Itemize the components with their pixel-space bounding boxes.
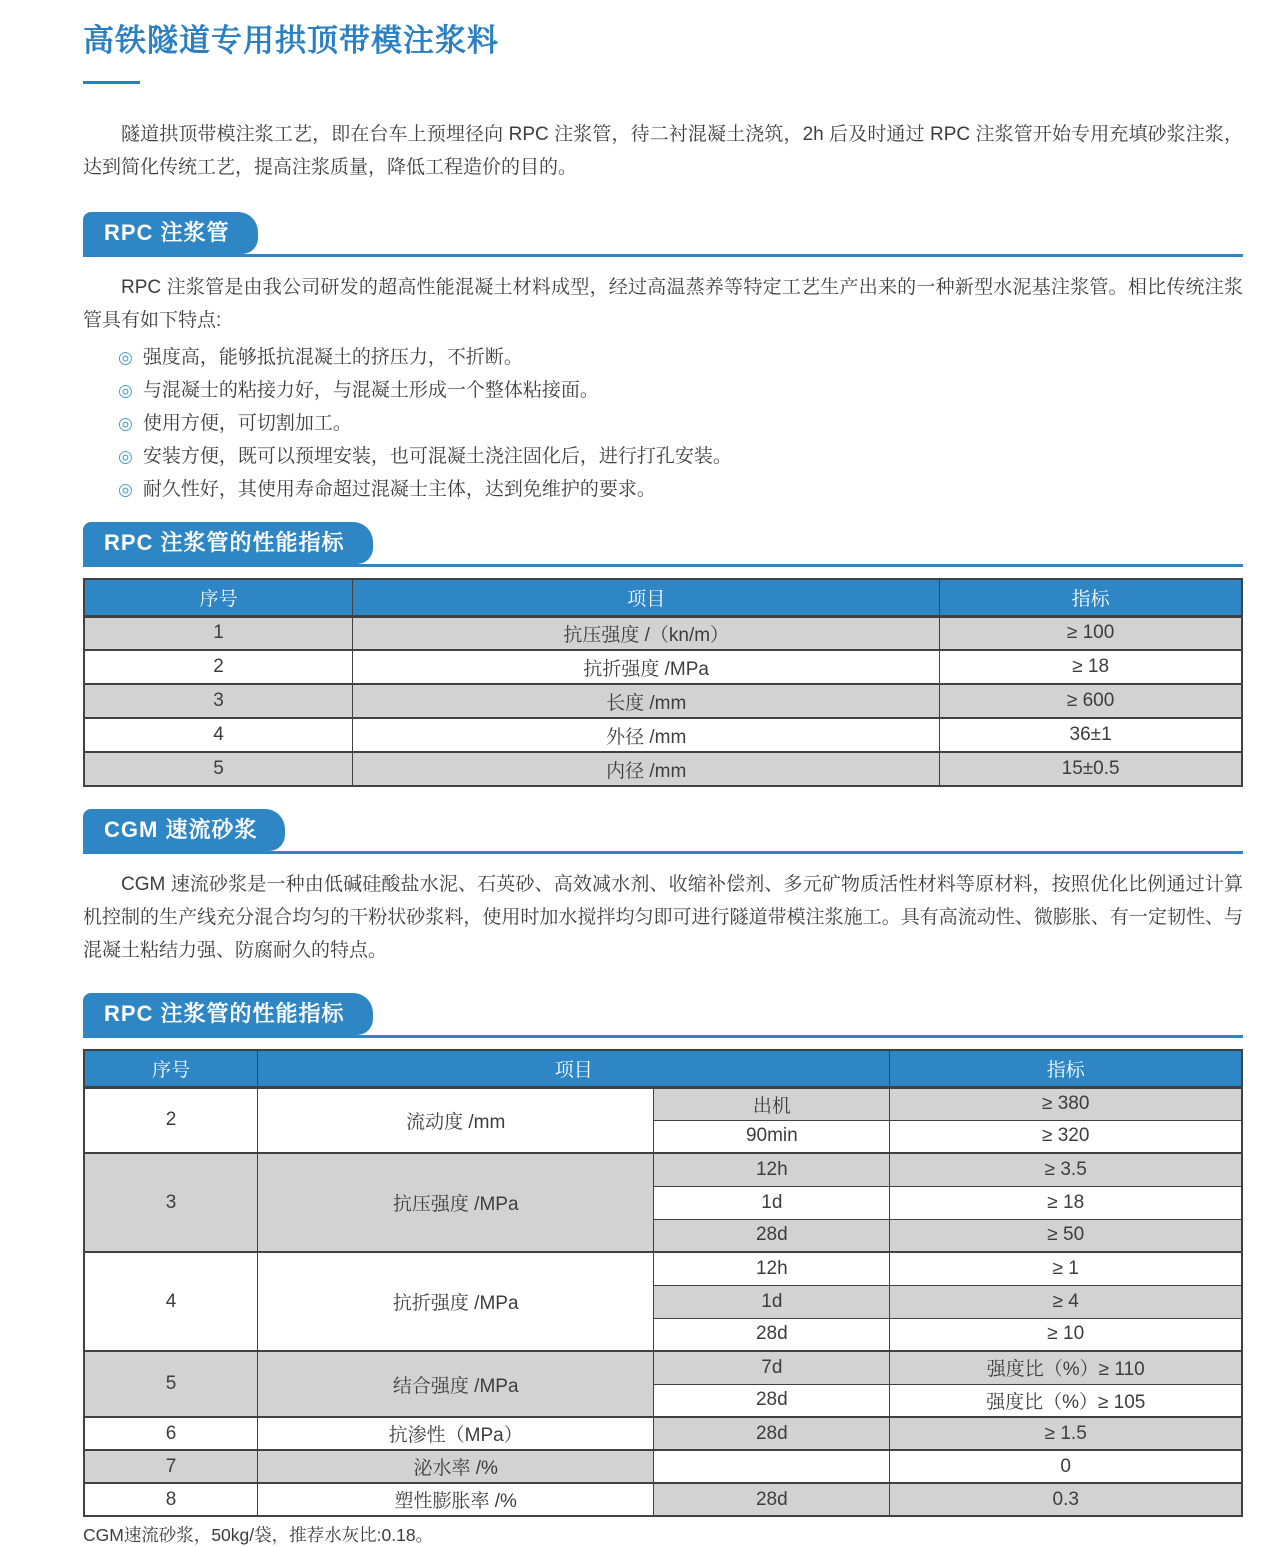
list-item-text: 耐久性好，其使用寿命超过混凝士主体，达到免维护的要求。 [142,479,656,500]
cell-item: 结合强度 /MPa [258,1351,654,1417]
column-header-item: 项目 [353,579,940,616]
list-item [83,407,1243,440]
cell-condition: 7d [654,1351,890,1384]
cell-no: 4 [84,718,353,752]
cell-item: 抗压强度 /MPa [258,1153,654,1252]
cell-item: 抗折强度 /MPa [258,1252,654,1351]
cell-value: ≥ 100 [940,616,1242,650]
section-head-rpc-performance [83,522,1243,567]
cell-item: 外径 /mm [353,718,940,752]
cell-value: ≥ 600 [940,684,1242,718]
column-header-no: 序号 [84,579,353,616]
table-row [84,1153,1242,1186]
cell-condition: 28d [654,1417,890,1450]
cell-value: 0 [890,1450,1242,1483]
rpc-description: RPC 注浆管是由我公司研发的超高性能混凝土材料成型，经过高温蒸养等特定工艺生产出来的一种新型水泥基注浆管。相比传统注浆管具有如下特点: [83,277,1243,331]
cell-condition: 12h [654,1153,890,1186]
list-item-text: 安装方便，既可以预埋安装，也可混凝土浇注固化后，进行打孔安装。 [142,446,732,467]
cell-condition: 12h [654,1252,890,1285]
table-row [84,1351,1242,1384]
cell-no: 5 [84,1351,258,1417]
table-row [84,1417,1242,1450]
list-item-text: 使用方便，可切割加工。 [142,413,352,434]
cgm-performance-table [83,1049,1243,1517]
table-row [84,1252,1242,1285]
cell-item: 长度 /mm [353,684,940,718]
list-item [83,440,1243,473]
table-header-row [84,579,1242,616]
cell-condition: 90min [654,1120,890,1153]
footer-note: CGM速流砂浆，50kg/袋，推荐水灰比:0.18。 [83,1525,434,1545]
cell-item: 泌水率 /% [258,1450,654,1483]
cgm-description: CGM 速流砂浆是一种由低碱硅酸盐水泥、石英砂、高效减水剂、收缩补偿剂、多元矿物质活性材料等原材料，按照优化比例通过计算机控制的生产线充分混合均匀的干粉状砂浆料，使用时加水搅拌均匀即可进行隧道带模注浆施工。具有高流动性、微膨胀、有一定韧性、与混凝土粘结力强、防腐耐久的特点。 [83,874,1243,961]
cell-item: 抗渗性（MPa） [258,1417,654,1450]
list-item-text: 与混凝士的粘接力好，与混凝土形成一个整体粘接面。 [142,380,599,401]
table-row [84,616,1242,650]
cell-value: ≥ 18 [890,1186,1242,1219]
double-circle-bullet-icon: ◎ [118,381,133,400]
table-row [84,1087,1242,1120]
cell-value: ≥ 320 [890,1120,1242,1153]
cell-value: ≥ 50 [890,1219,1242,1252]
table-row [84,718,1242,752]
cell-no: 2 [84,650,353,684]
intro-paragraph: 隧道拱顶带模注浆工艺，即在台车上预埋径向 RPC 注浆管，待二衬混凝土浇筑，2h 后及时通过 RPC 注浆管开始专用充填砂浆注浆，达到简化传统工艺，提高注浆质量，降低工程造价的目的。 [83,124,1243,178]
cell-no: 3 [84,1153,258,1252]
table-header-row [84,1050,1242,1087]
list-item [83,473,1243,506]
section-badge-cgm: CGM 速流砂浆 [83,809,285,851]
section-badge-rpc: RPC 注浆管 [83,212,258,254]
cell-value: 0.3 [890,1483,1242,1516]
rpc-feature-list [83,341,1243,506]
cell-condition: 28d [654,1384,890,1417]
cell-value: ≥ 1.5 [890,1417,1242,1450]
double-circle-bullet-icon: ◎ [118,480,133,499]
cell-value: 36±1 [940,718,1242,752]
section-head-cgm [83,809,1243,854]
cell-no: 4 [84,1252,258,1351]
cell-no: 8 [84,1483,258,1516]
cell-value: ≥ 18 [940,650,1242,684]
cell-value: 15±0.5 [940,752,1242,786]
double-circle-bullet-icon: ◎ [118,414,133,433]
cell-item: 流动度 /mm [258,1087,654,1153]
cell-condition: 出机 [654,1087,890,1120]
section-head-cgm-performance [83,993,1243,1038]
cell-item: 抗折强度 /MPa [353,650,940,684]
cell-condition: 28d [654,1483,890,1516]
cell-no: 2 [84,1087,258,1153]
cell-no: 6 [84,1417,258,1450]
list-item [83,374,1243,407]
cell-value: ≥ 4 [890,1285,1242,1318]
cell-no: 1 [84,616,353,650]
cell-item: 抗压强度 /（kn/m） [353,616,940,650]
cell-value: ≥ 380 [890,1087,1242,1120]
column-header-spec: 指标 [890,1050,1242,1087]
cell-value: 强度比（%）≥ 110 [890,1351,1242,1384]
table-row [84,1450,1242,1483]
section-badge-cgm-performance: RPC 注浆管的性能指标 [83,993,373,1035]
cell-no: 3 [84,684,353,718]
cell-condition: 28d [654,1318,890,1351]
cell-value: 强度比（%）≥ 105 [890,1384,1242,1417]
list-item [83,341,1243,374]
section-head-rpc [83,212,1243,257]
page-title: 高铁隧道专用拱顶带模注浆料 [83,23,499,58]
cell-no: 7 [84,1450,258,1483]
double-circle-bullet-icon: ◎ [118,348,133,367]
cell-value: ≥ 1 [890,1252,1242,1285]
section-badge-rpc-performance: RPC 注浆管的性能指标 [83,522,373,564]
rpc-performance-table [83,578,1243,787]
table-row [84,684,1242,718]
cell-condition [654,1450,890,1483]
double-circle-bullet-icon: ◎ [118,447,133,466]
cell-no: 5 [84,752,353,786]
table-row [84,752,1242,786]
cell-condition: 1d [654,1285,890,1318]
table-row [84,650,1242,684]
cell-item: 内径 /mm [353,752,940,786]
title-underline-divider [83,81,140,84]
column-header-spec: 指标 [940,579,1242,616]
table-row [84,1483,1242,1516]
column-header-item: 项目 [258,1050,890,1087]
cell-condition: 28d [654,1219,890,1252]
cell-item: 塑性膨胀率 /% [258,1483,654,1516]
list-item-text: 强度高，能够抵抗混凝土的挤压力，不折断。 [142,347,523,368]
cell-condition: 1d [654,1186,890,1219]
cell-value: ≥ 3.5 [890,1153,1242,1186]
cell-value: ≥ 10 [890,1318,1242,1351]
column-header-no: 序号 [84,1050,258,1087]
